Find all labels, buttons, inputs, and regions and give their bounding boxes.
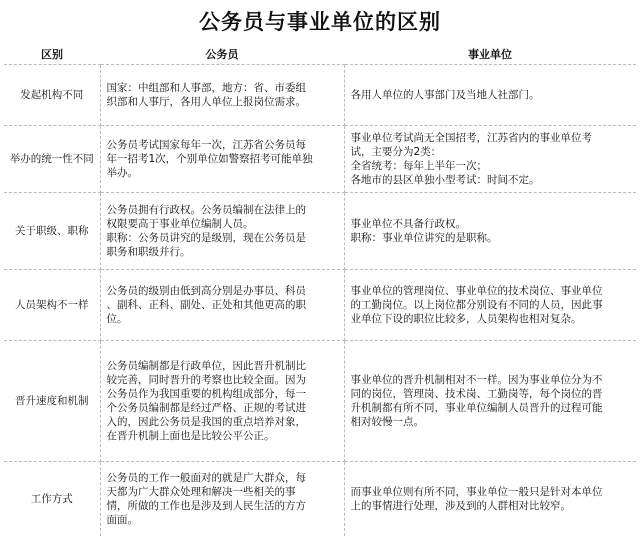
public-institution-cell [344, 462, 636, 536]
public-institution-cell [344, 65, 636, 126]
table-row [4, 462, 636, 536]
civil-servant-cell [100, 193, 344, 270]
cell-text-line: 权限要高于事业单位编制人员。 [106, 218, 254, 230]
civil-servant-cell [100, 65, 344, 126]
header-civil-servant: 公务员 [100, 44, 344, 65]
cell-text-line: 在晋升机制上面也是比较公平公正。 [106, 430, 275, 442]
public-institution-cell [344, 193, 636, 270]
cell-text-line: 位。 [106, 313, 128, 325]
civil-servant-cell [100, 462, 344, 536]
table-header-row [4, 44, 636, 65]
public-institution-cell [344, 126, 636, 193]
cell-text-line: 情，所做的工作也是涉及到人民生活的方方 [106, 500, 306, 512]
comparison-table [4, 44, 636, 536]
cell-text-line: 、副科、正科、副处、正处和其他更高的职 [106, 299, 306, 311]
cell-text-line: 公务员编制都是行政单位，因此晋升机制比 [106, 360, 306, 372]
cell-text-line: 织部和人事厅，各用人单位上报岗位需求。 [106, 96, 306, 108]
public-institution-cell [344, 270, 636, 341]
row-category: 关于职级、职称 [4, 193, 100, 270]
cell-text-line: 各用人单位的人事部门及当地人社部门。 [350, 89, 540, 101]
cell-text-line: 同的岗位，管理岗、技术岗、工勤岗等，每个岗位的晋 [350, 388, 603, 400]
cell-text-line: 职称：公务员讲究的是级别，现在公务员是 [106, 232, 306, 244]
cell-text-line: 的工勤岗位。以上岗位都分别设有不同的人员，因此事 [350, 299, 603, 311]
header-difference: 区别 [4, 44, 100, 65]
cell-text-line: 事业单位的管理岗位、事业单位的技术岗位、事业单位 [350, 285, 603, 297]
cell-text-line: 而事业单位则有所不同，事业单位一般只是针对本单位 [350, 486, 603, 498]
cell-text-line: 公务员拥有行政权。公务员编制在法律上的 [106, 204, 306, 216]
cell-text-line: 公务员的级别由低到高分别是办事员、科员 [106, 285, 306, 297]
cell-text-line: 职称：事业单位讲究的是职称。 [350, 232, 498, 244]
row-category: 人员架构不一样 [4, 270, 100, 341]
row-category: 晋升速度和机制 [4, 341, 100, 462]
cell-text-line: 相对较慢一点。 [350, 416, 424, 428]
cell-text-line: 国家：中组部和人事部，地方：省、市委组 [106, 82, 306, 94]
cell-text-line: 升机制都有所不同，事业单位编制人员晋升的过程可能 [350, 402, 603, 414]
cell-text-line: 举办。 [106, 167, 138, 179]
cell-text-line: 各地市的县区单独小型考试：时间不定。 [350, 174, 540, 186]
cell-text-line: 公务员的工作一般面对的就是广大群众，每 [106, 472, 306, 484]
cell-text-line: 上的事情进行处理，涉及到的人群相对比较窄。 [350, 500, 571, 512]
cell-text-line: 试，主要分为2类： [350, 146, 442, 158]
cell-text-line: 公务员考试国家每年一次，江苏省公务员每 [106, 139, 306, 151]
cell-text-line: 职务和职级并行。 [106, 246, 191, 258]
civil-servant-cell [100, 341, 344, 462]
cell-text-line: 事业单位不具备行政权。 [350, 218, 466, 230]
table-row [4, 270, 636, 341]
row-category: 发起机构不同 [4, 65, 100, 126]
public-institution-cell [344, 341, 636, 462]
table-row [4, 193, 636, 270]
cell-text-line: 全省统考：每年上半年一次； [350, 160, 487, 172]
page-title: 公务员与事业单位的区别 [199, 10, 441, 34]
row-category: 举办的统一性不同 [4, 126, 100, 193]
cell-text-line: 事业单位的晋升机制相对不一样。因为事业单位分为不 [350, 374, 603, 386]
header-public-institution: 事业单位 [344, 44, 636, 65]
civil-servant-cell [100, 126, 344, 193]
row-category: 工作方式 [4, 462, 100, 536]
civil-servant-cell [100, 270, 344, 341]
cell-text-line: 公务员作为我国重要的机构组成部分，每一 [106, 388, 306, 400]
table-row [4, 341, 636, 462]
cell-text-line: 面面。 [106, 514, 138, 526]
table-row [4, 65, 636, 126]
cell-text-line: 年一招考1次，个别单位如警察招考可能单独 [106, 153, 313, 165]
table-row [4, 126, 636, 193]
cell-text-line: 入的，因此公务员是我国的重点培养对象， [106, 416, 306, 428]
cell-text-line: 个公务员编制都是经过严格、正规的考试进 [106, 402, 306, 414]
cell-text-line: 天都为广大群众处理和解决一些相关的事 [106, 486, 296, 498]
cell-text-line: 业单位下设的职位比较多，人员架构也相对复杂。 [350, 313, 582, 325]
cell-text-line: 较完善，同时晋升的考察也比较全面。因为 [106, 374, 306, 386]
cell-text-line: 事业单位考试尚无全国招考，江苏省内的事业单位考 [350, 132, 592, 144]
